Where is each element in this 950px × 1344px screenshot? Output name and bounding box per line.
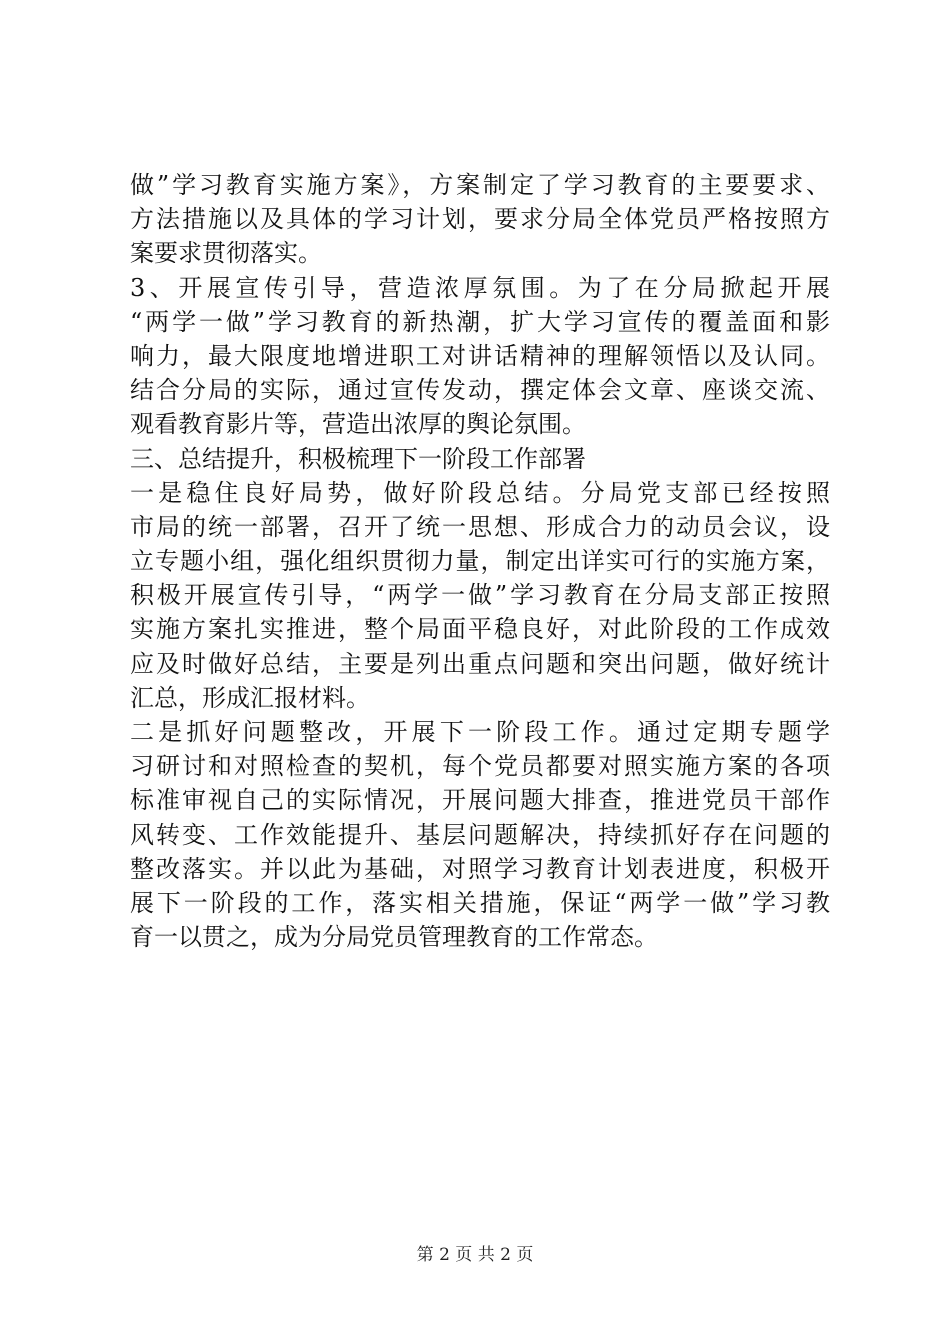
text-line: 育一以贯之，成为分局党员管理教育的工作常态。: [130, 923, 658, 952]
text-line: 响力，最大限度地增进职工对讲话精神的理解领悟以及认同。: [130, 341, 830, 370]
text-line: 习研讨和对照检查的契机，每个党员都要对照实施方案的各项: [130, 752, 830, 781]
text-line: 观看教育影片等，营造出浓厚的舆论氛围。: [130, 410, 586, 439]
text-line: 3、开展宣传引导，营造浓厚氛围。为了在分局掀起开展: [130, 273, 830, 302]
text-line: 应及时做好总结，主要是列出重点问题和突出问题，做好统计: [130, 649, 830, 678]
section-heading: 三、总结提升，积极梳理下一阶段工作部署: [130, 444, 586, 473]
text-line: 做”学习教育实施方案》，方案制定了学习教育的主要要求、: [130, 171, 830, 199]
text-line: 展下一阶段的工作，落实相关措施，保证“两学一做”学习教: [130, 888, 830, 917]
page-number-footer: 第 2 页 共 2 页: [416, 1245, 534, 1265]
text-line: 汇总，形成汇报材料。: [130, 683, 370, 712]
text-line: 标准审视自己的实际情况，开展问题大排查，推进党员干部作: [130, 786, 830, 815]
text-line: 整改落实。并以此为基础，对照学习教育计划表进度，积极开: [130, 854, 830, 883]
text-line: 二是抓好问题整改，开展下一阶段工作。通过定期专题学: [130, 718, 830, 746]
text-line: 立专题小组，强化组织贯彻力量，制定出详实可行的实施方案，: [130, 547, 830, 576]
text-line: 一是稳住良好局势，做好阶段总结。分局党支部已经按照: [130, 478, 830, 507]
text-line: 案要求贯彻落实。: [130, 239, 322, 268]
text-line: 积极开展宣传引导，“两学一做”学习教育在分局支部正按照: [130, 581, 830, 610]
text-line: “两学一做”学习教育的新热潮，扩大学习宣传的覆盖面和影: [130, 307, 830, 336]
text-line: 风转变、工作效能提升、基层问题解决，持续抓好存在问题的: [130, 820, 830, 849]
text-line: 市局的统一部署，召开了统一思想、形成合力的动员会议，设: [130, 512, 830, 541]
document-body: [130, 168, 830, 954]
text-line: 实施方案扎实推进，整个局面平稳良好，对此阶段的工作成效: [130, 615, 830, 644]
text-line: 方法措施以及具体的学习计划，要求分局全体党员严格按照方: [130, 205, 830, 234]
text-line: 结合分局的实际，通过宣传发动，撰定体会文章、座谈交流、: [130, 376, 830, 405]
